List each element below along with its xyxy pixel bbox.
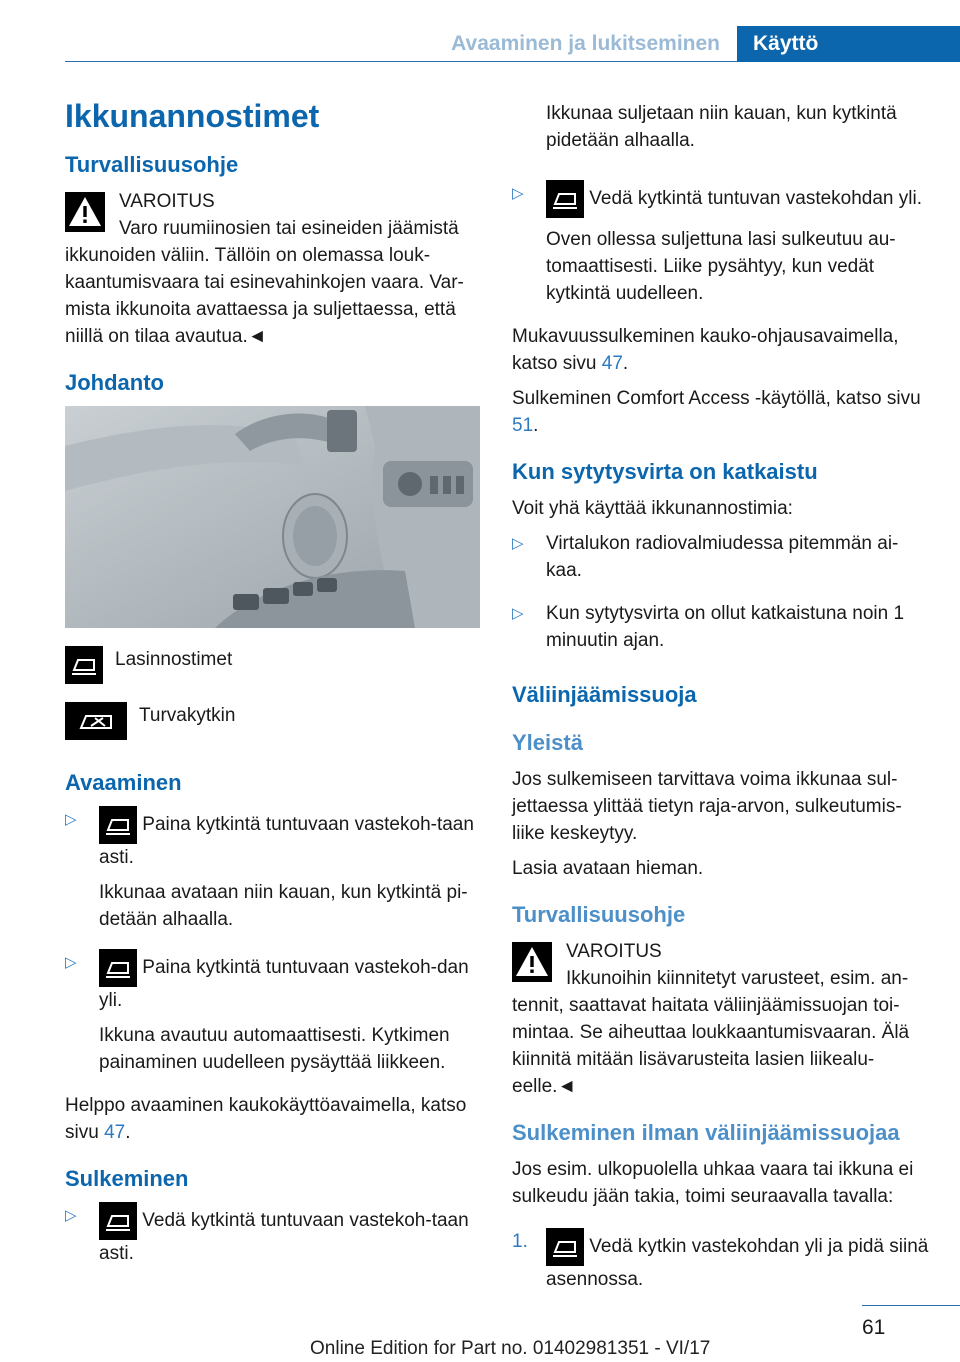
step-detail: Oven ollessa suljettuna lasi sulkeutuu au-tomaattisesti. Liike pysähtyy, kun vedät kytkintä uudelleen. <box>546 229 896 304</box>
left-column <box>65 96 480 1283</box>
list-item <box>65 806 480 941</box>
page-title: Ikkunannostimet <box>65 98 320 134</box>
warning-icon <box>512 942 552 982</box>
legend-label: Lasinnostimet <box>115 649 233 670</box>
intro-heading: Johdanto <box>65 370 164 395</box>
general-text: Jos sulkemiseen tarvittava voima ikkunaa sul-jettaessa ylittää tietyn raja-arvon, sulkeutumis-liike keskeytyy. <box>512 769 902 844</box>
warning-title: VAROITUS <box>566 941 662 962</box>
general-text-2: Lasia avataan hieman. <box>512 858 704 879</box>
step-text: Vedä kytkintä tuntuvan vastekohdan yli. <box>589 188 922 210</box>
door-panel-photo <box>65 406 480 628</box>
nopinch-text: Jos esim. ulkopuolella uhkaa vaara tai ikkuna ei sulkeudu jään takia, toimi seuraavalla tavalla: <box>512 1159 914 1207</box>
page-header <box>0 0 960 66</box>
footer-divider <box>862 1305 960 1306</box>
window-switch-icon <box>99 806 137 844</box>
list-text: Virtalukon radiovalmiudessa pitemmän ai-kaa. <box>546 533 899 581</box>
nopinch-heading: Sulkeminen ilman väliinjäämissuojaa <box>512 1120 900 1145</box>
warning-block <box>512 938 930 1100</box>
list-item <box>512 100 930 162</box>
safety-switch-icon <box>65 702 127 740</box>
safety-heading: Turvallisuusohje <box>65 152 239 177</box>
step-text: Vedä kytkintä tuntuvaan vastekoh-taan asti. <box>99 1210 469 1264</box>
window-switch-icon <box>99 1202 137 1240</box>
page-link[interactable]: 47 <box>601 353 623 374</box>
ignition-text: Voit yhä käyttää ikkunannostimia: <box>512 498 793 519</box>
page-link[interactable]: 47 <box>104 1122 126 1143</box>
step-text: Paina kytkintä tuntuvaan vastekoh-taan asti. <box>99 814 474 868</box>
bullet-arrow-icon: ▷ <box>65 811 77 828</box>
remote-close-text: Mukavuussulkeminen kauko-ohjausavaimella, katso sivu 47. <box>512 326 899 374</box>
step-detail: Ikkuna avautuu automaattisesti. Kytkimen painaminen uudelleen pysäyttää liikkeen. <box>99 1025 450 1073</box>
edition-text: Online Edition for Part no. 01402981351 - VI/17 <box>310 1338 711 1359</box>
window-switch-icon <box>546 180 584 218</box>
pinch-heading: Väliinjäämissuoja <box>512 682 697 707</box>
bullet-arrow-icon: ▷ <box>65 954 77 971</box>
window-switch-icon <box>546 1228 584 1266</box>
warning-title: VAROITUS <box>119 191 215 212</box>
numbered-step <box>512 1228 930 1301</box>
comfort-access-text: Sulkeminen Comfort Access -käytöllä, katso sivu 51. <box>512 388 921 436</box>
opening-heading: Avaaminen <box>65 770 182 795</box>
list-text: Kun sytytysvirta on ollut katkaistuna noin 1 minuutin ajan. <box>546 603 905 651</box>
window-switch-icon <box>99 949 137 987</box>
bullet-arrow-icon: ▷ <box>512 605 524 622</box>
warning-icon <box>65 192 105 232</box>
legend-row <box>65 702 480 740</box>
warning-text: Varo ruumiinosien tai esineiden jäämistä ikkunoiden väliin. Tällöin on olemassa louk-kaantumisvaara tai esinevahinkojen vaara. Var-mista ikkunoita avattaessa ja suljettaessa, että niillä on tilaa avautua.◄ <box>65 218 464 347</box>
step-number: 1. <box>512 1231 528 1252</box>
page-link[interactable]: 51 <box>512 415 534 436</box>
chapter-tab: Käyttö <box>737 26 960 62</box>
general-heading: Yleistä <box>512 730 583 755</box>
list-item <box>65 949 480 1084</box>
step-detail: Ikkunaa suljetaan niin kauan, kun kytkintä pidetään alhaalla. <box>546 103 897 151</box>
closing-heading: Sulkeminen <box>65 1166 189 1191</box>
list-item <box>512 530 930 592</box>
breadcrumb: Avaaminen ja lukitseminen <box>451 32 720 55</box>
safety-heading: Turvallisuusohje <box>512 902 686 927</box>
header-divider <box>65 61 737 62</box>
step-text: Paina kytkintä tuntuvaan vastekoh-dan yli. <box>99 957 469 1011</box>
step-detail: Ikkunaa avataan niin kauan, kun kytkintä pi-detään alhaalla. <box>99 882 468 930</box>
page-number: 61 <box>862 1316 886 1339</box>
legend-label: Turvakytkin <box>139 705 236 726</box>
ignition-heading: Kun sytytysvirta on katkaistu <box>512 459 818 484</box>
right-column <box>512 100 930 1309</box>
bullet-arrow-icon: ▷ <box>512 185 524 202</box>
legend-row <box>65 646 480 684</box>
bullet-arrow-icon: ▷ <box>512 535 524 552</box>
list-item <box>512 180 930 315</box>
convenient-open-text: Helppo avaaminen kaukokäyttöavaimella, katso sivu 47. <box>65 1095 467 1143</box>
list-item <box>65 1202 480 1275</box>
warning-block <box>65 188 480 350</box>
bullet-arrow-icon: ▷ <box>65 1207 77 1224</box>
list-item <box>512 600 930 662</box>
window-switch-icon <box>65 646 103 684</box>
step-text: Vedä kytkin vastekohdan yli ja pidä siinä asennossa. <box>546 1236 929 1290</box>
warning-text: Ikkunoihin kiinnitetyt varusteet, esim. an-tennit, saattavat haitata väliinjäämissuojan toi-mintaa. Se aiheuttaa loukkaantumisvaaran. Älä kiinnitä mitään lisävarusteita lasien liikealu-eelle.◄ <box>512 968 910 1097</box>
